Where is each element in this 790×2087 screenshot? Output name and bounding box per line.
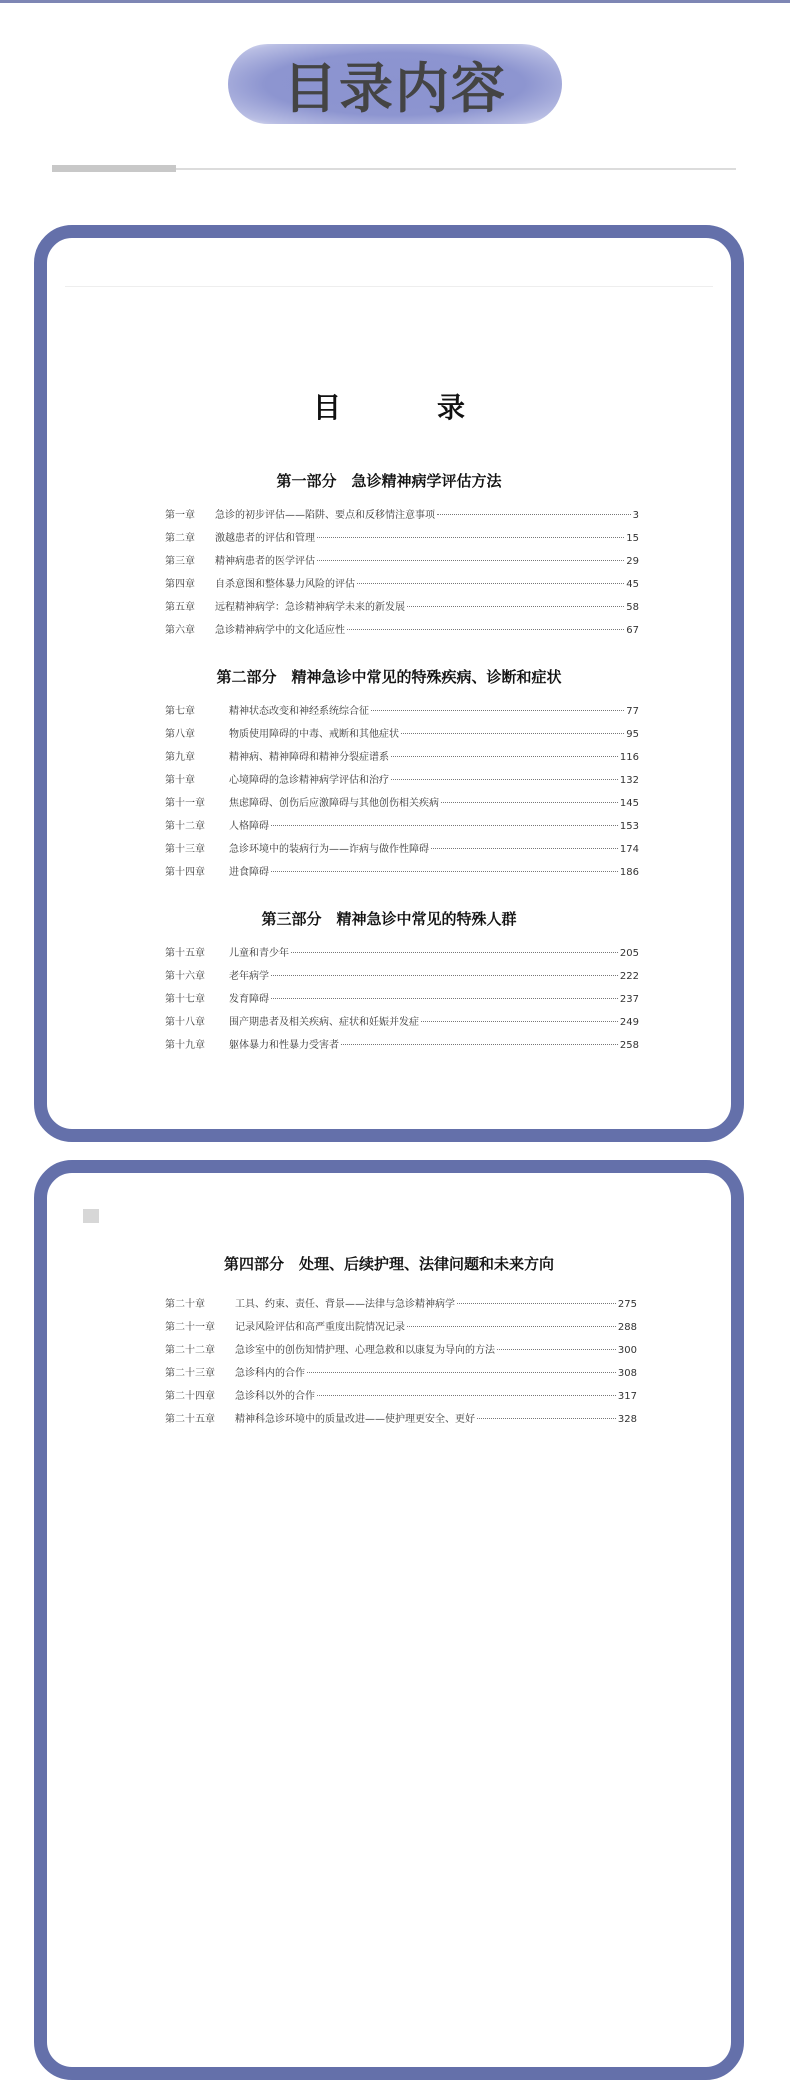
leader-dots bbox=[317, 537, 624, 538]
toc-entry bbox=[165, 1410, 637, 1425]
chapter-title: 躯体暴力和性暴力受害者 bbox=[229, 1040, 339, 1051]
chapter-number: 第十八章 bbox=[165, 1017, 205, 1028]
chapter-title: 激越患者的评估和管理 bbox=[215, 533, 315, 544]
page-number: 237 bbox=[619, 994, 639, 1005]
chapter-title: 儿童和青少年 bbox=[229, 948, 289, 959]
leader-dots bbox=[391, 756, 618, 757]
toc-entry bbox=[165, 967, 639, 982]
leader-dots bbox=[271, 998, 618, 999]
part-title: 第一部分 急诊精神病学评估方法 bbox=[276, 472, 502, 490]
section-title: 目录内容 bbox=[283, 56, 507, 120]
chapter-number: 第七章 bbox=[165, 706, 195, 717]
part-title: 第四部分 处理、后续护理、法律问题和未来方向 bbox=[223, 1255, 554, 1273]
page-number: 15 bbox=[626, 533, 639, 544]
toc-entry bbox=[165, 990, 639, 1005]
leader-dots bbox=[441, 802, 618, 803]
page-number: 95 bbox=[626, 729, 639, 740]
page-number: 3 bbox=[632, 510, 639, 521]
chapter-title: 物质使用障碍的中毒、戒断和其他症状 bbox=[229, 729, 399, 740]
page-number: 132 bbox=[619, 775, 639, 786]
chapter-title: 精神病、精神障碍和精神分裂症谱系 bbox=[229, 752, 389, 763]
page-number: 45 bbox=[626, 579, 639, 590]
leader-dots bbox=[271, 825, 618, 826]
chapter-number: 第十三章 bbox=[165, 844, 205, 855]
page-number: 186 bbox=[619, 867, 639, 878]
toc-entry bbox=[165, 575, 639, 590]
chapter-title: 急诊室中的创伤知情护理、心理急救和以康复为导向的方法 bbox=[235, 1345, 495, 1356]
toc-entry bbox=[165, 794, 639, 809]
chapter-number: 第八章 bbox=[165, 729, 195, 740]
chapter-title: 精神科急诊环境中的质量改进——使护理更安全、更好 bbox=[235, 1414, 475, 1425]
leader-dots bbox=[271, 871, 618, 872]
leader-dots bbox=[347, 629, 624, 630]
leader-dots bbox=[431, 848, 618, 849]
chapter-number: 第二十二章 bbox=[165, 1345, 215, 1356]
page-number: 153 bbox=[619, 821, 639, 832]
toc-entry bbox=[165, 1387, 637, 1402]
page-number: 288 bbox=[617, 1322, 637, 1333]
chapter-title: 急诊环境中的装病行为——诈病与做作性障碍 bbox=[229, 844, 429, 855]
chapter-number: 第二十章 bbox=[165, 1299, 205, 1310]
leader-dots bbox=[407, 1326, 616, 1327]
page-number: 67 bbox=[626, 625, 639, 636]
toc-entry bbox=[165, 748, 639, 763]
page-number: 249 bbox=[619, 1017, 639, 1028]
page-number: 145 bbox=[619, 798, 639, 809]
page-number: 222 bbox=[619, 971, 639, 982]
toc-page-1 bbox=[34, 225, 744, 1142]
part-title: 第二部分 精神急诊中常见的特殊疾病、诊断和症状 bbox=[216, 668, 562, 686]
toc-entry bbox=[165, 1364, 637, 1379]
toc-entry bbox=[165, 771, 639, 786]
toc-title: 目 录 bbox=[312, 391, 499, 424]
chapter-title: 工具、约束、责任、背景——法律与急诊精神病学 bbox=[235, 1299, 455, 1310]
page-number: 317 bbox=[617, 1391, 637, 1402]
toc-page-2 bbox=[34, 1160, 744, 2080]
page-number: 328 bbox=[617, 1414, 637, 1425]
chapter-title: 焦虑障碍、创伤后应激障碍与其他创伤相关疾病 bbox=[229, 798, 439, 809]
toc-entry bbox=[165, 1036, 639, 1051]
leader-dots bbox=[371, 710, 624, 711]
chapter-number: 第一章 bbox=[165, 510, 195, 521]
chapter-number: 第二章 bbox=[165, 533, 195, 544]
page-number: 275 bbox=[617, 1299, 637, 1310]
leader-dots bbox=[307, 1372, 616, 1373]
chapter-number: 第十章 bbox=[165, 775, 195, 786]
toc-entry bbox=[165, 817, 639, 832]
toc-entry bbox=[165, 840, 639, 855]
chapter-number: 第三章 bbox=[165, 556, 195, 567]
toc-entry bbox=[165, 1013, 639, 1028]
leader-dots bbox=[271, 975, 618, 976]
chapter-number: 第十六章 bbox=[165, 971, 205, 982]
chapter-number: 第十二章 bbox=[165, 821, 205, 832]
page-number: 77 bbox=[626, 706, 639, 717]
leader-dots bbox=[317, 560, 624, 561]
chapter-title: 急诊科以外的合作 bbox=[235, 1391, 315, 1402]
leader-dots bbox=[291, 952, 618, 953]
chapter-title: 记录风险评估和高严重度出院情况记录 bbox=[235, 1322, 405, 1333]
chapter-title: 人格障碍 bbox=[229, 821, 269, 832]
chapter-title: 围产期患者及相关疾病、症状和妊娠并发症 bbox=[229, 1017, 419, 1028]
toc-entry bbox=[165, 552, 639, 567]
toc-entry bbox=[165, 944, 639, 959]
chapter-number: 第十一章 bbox=[165, 798, 205, 809]
toc-entry bbox=[165, 725, 639, 740]
leader-dots bbox=[407, 606, 624, 607]
page-number: 205 bbox=[619, 948, 639, 959]
leader-dots bbox=[391, 779, 618, 780]
chapter-number: 第二十四章 bbox=[165, 1391, 215, 1402]
chapter-title: 急诊科内的合作 bbox=[235, 1368, 305, 1379]
toc-entry bbox=[165, 598, 639, 613]
section-title-badge bbox=[228, 44, 562, 124]
part-title: 第三部分 精神急诊中常见的特殊人群 bbox=[261, 910, 517, 928]
toc-entry bbox=[165, 702, 639, 717]
chapter-title: 急诊的初步评估——陷阱、要点和反移情注意事项 bbox=[215, 510, 435, 521]
top-rule bbox=[0, 0, 790, 3]
page-number: 29 bbox=[626, 556, 639, 567]
toc-entry bbox=[165, 621, 639, 636]
chapter-title: 急诊精神病学中的文化适应性 bbox=[215, 625, 345, 636]
chapter-title: 精神状态改变和神经系统综合征 bbox=[229, 706, 369, 717]
leader-dots bbox=[421, 1021, 618, 1022]
chapter-number: 第四章 bbox=[165, 579, 195, 590]
chapter-number: 第二十一章 bbox=[165, 1322, 215, 1333]
page-number: 308 bbox=[617, 1368, 637, 1379]
toc-entry bbox=[165, 1318, 637, 1333]
chapter-number: 第六章 bbox=[165, 625, 195, 636]
page-marker-icon bbox=[83, 1209, 99, 1223]
leader-dots bbox=[477, 1418, 616, 1419]
chapter-title: 进食障碍 bbox=[229, 867, 269, 878]
chapter-title: 精神病患者的医学评估 bbox=[215, 556, 315, 567]
toc-entry bbox=[165, 529, 639, 544]
chapter-number: 第二十三章 bbox=[165, 1368, 215, 1379]
chapter-title: 老年病学 bbox=[229, 971, 269, 982]
page-number: 300 bbox=[617, 1345, 637, 1356]
chapter-title: 发育障碍 bbox=[229, 994, 269, 1005]
chapter-number: 第九章 bbox=[165, 752, 195, 763]
leader-dots bbox=[497, 1349, 616, 1350]
chapter-number: 第十四章 bbox=[165, 867, 205, 878]
chapter-number: 第五章 bbox=[165, 602, 195, 613]
toc-entry bbox=[165, 506, 639, 521]
chapter-title: 远程精神病学：急诊精神病学未来的新发展 bbox=[215, 602, 405, 613]
leader-dots bbox=[401, 733, 624, 734]
chapter-number: 第二十五章 bbox=[165, 1414, 215, 1425]
leader-dots bbox=[437, 514, 631, 515]
page-number: 116 bbox=[619, 752, 639, 763]
leader-dots bbox=[341, 1044, 618, 1045]
toc-entry bbox=[165, 1295, 637, 1310]
chapter-title: 自杀意图和整体暴力风险的评估 bbox=[215, 579, 355, 590]
chapter-title: 心境障碍的急诊精神病学评估和治疗 bbox=[229, 775, 389, 786]
divider-accent bbox=[52, 165, 176, 172]
page-edge-line bbox=[65, 286, 713, 287]
page-number: 258 bbox=[619, 1040, 639, 1051]
toc-entry bbox=[165, 863, 639, 878]
leader-dots bbox=[317, 1395, 616, 1396]
page-number: 58 bbox=[626, 602, 639, 613]
chapter-number: 第十五章 bbox=[165, 948, 205, 959]
chapter-number: 第十七章 bbox=[165, 994, 205, 1005]
leader-dots bbox=[357, 583, 624, 584]
page-number: 174 bbox=[619, 844, 639, 855]
leader-dots bbox=[457, 1303, 616, 1304]
chapter-number: 第十九章 bbox=[165, 1040, 205, 1051]
toc-entry bbox=[165, 1341, 637, 1356]
